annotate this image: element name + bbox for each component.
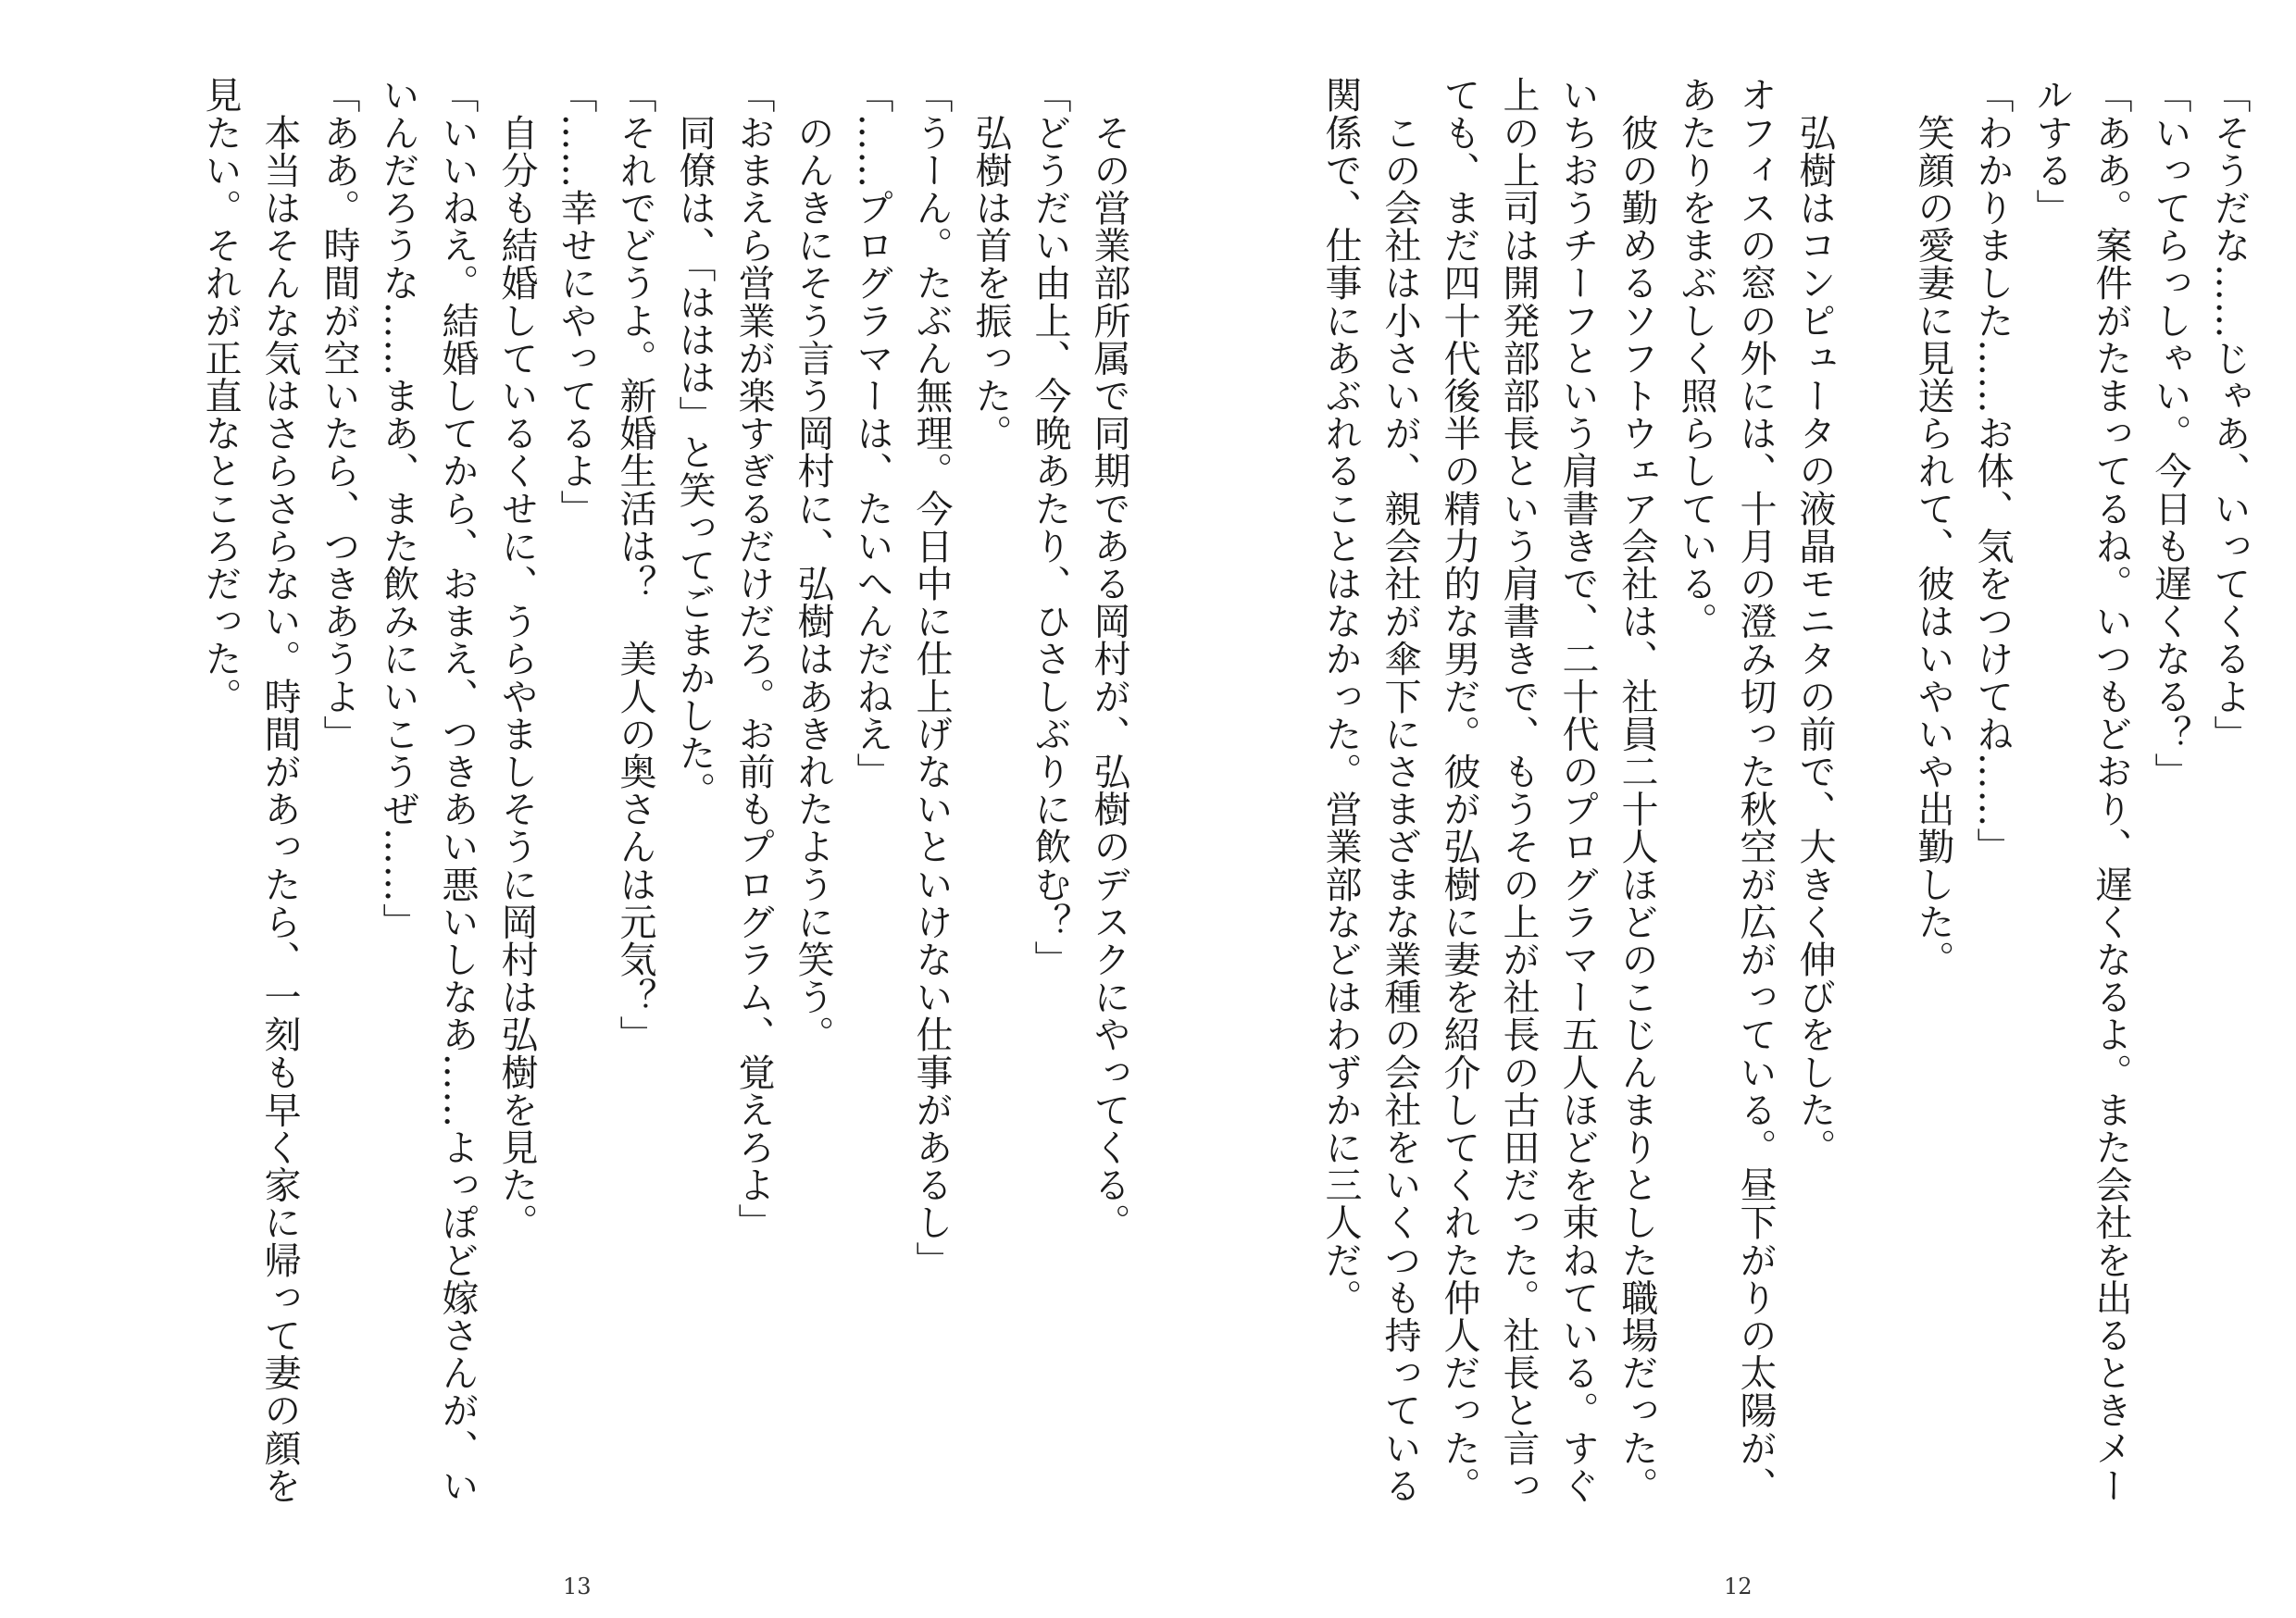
text-line: いちおうチーフという肩書きで、二十代のプログラマー五人ほどを束ねている。すぐ: [1556, 76, 1599, 1504]
text-line: 「いいねえ。結婚してから、おまえ、つきあい悪いしなあ……よっぽど嫁さんが、い: [436, 76, 479, 1504]
text-line: 「うーん。たぶん無理。今日中に仕上げないといけない仕事があるし」: [910, 76, 953, 1279]
text-line: 「ああ。案件がたまってるね。いつもどおり、遅くなるよ。また会社を出るときメー: [2090, 76, 2132, 1504]
text-line: 上の上司は開発部部長という肩書きで、もうその上が社長の古田だった。社長と言っ: [1497, 76, 1540, 1504]
right-page: [1148, 0, 2296, 1618]
text-line: 「わかりました……お体、気をつけてね……」: [1971, 76, 2014, 865]
text-line: 「いってらっしゃい。今日も遅くなる？」: [2149, 76, 2191, 790]
text-line: 「それでどうよ。新婚生活は？ 美人の奥さんは元気？」: [614, 76, 656, 1053]
right-page-text: [1311, 76, 2259, 1520]
text-line: 「おまえら営業が楽すぎるだけだろ。お前もプログラム、覚えろよ」: [732, 76, 775, 1241]
text-line: オフィスの窓の外には、十月の澄み切った秋空が広がっている。昼下がりの太陽が、: [1734, 76, 1777, 1504]
left-page-text: [191, 76, 1139, 1520]
text-line: 「そうだな……じゃあ、いってくるよ」: [2208, 76, 2251, 753]
page-number: 12: [1724, 1574, 1753, 1599]
text-line: ても、まだ四十代後半の精力的な男だ。彼が弘樹に妻を紹介してくれた仲人だった。: [1438, 76, 1480, 1504]
text-line: 「どうだい由上、今晩あたり、ひさしぶりに飲む？」: [1029, 76, 1071, 978]
text-line: 笑顔の愛妻に見送られて、彼はいやいや出勤した。: [1912, 76, 1954, 978]
text-line: 「ああ。時間が空いたら、つきあうよ」: [318, 76, 360, 753]
text-line: 本当はそんな気はさらさらない。時間があったら、一刻も早く家に帰って妻の顔を: [258, 76, 301, 1504]
text-line: 弘樹はコンピュータの液晶モニタの前で、大きく伸びをした。: [1793, 76, 1836, 1166]
text-line: 彼の勤めるソフトウェア会社は、社員二十人ほどのこじんまりとした職場だった。: [1616, 76, 1658, 1504]
text-line: 見たい。それが正直なところだった。: [199, 76, 242, 716]
text-line: 自分も結婚しているくせに、うらやましそうに岡村は弘樹を見た。: [495, 76, 538, 1241]
text-line: その営業部所属で同期である岡村が、弘樹のデスクにやってくる。: [1088, 76, 1130, 1241]
text-line: のんきにそう言う岡村に、弘樹はあきれたように笑う。: [792, 76, 834, 1053]
text-line: ルする」: [2030, 76, 2073, 227]
text-line: 「……プログラマーは、たいへんだねえ」: [851, 76, 893, 790]
page-number: 13: [563, 1574, 592, 1599]
blank-line: [1844, 76, 1903, 1520]
text-line: 弘樹は首を振った。: [969, 76, 1012, 452]
text-line: この会社は小さいが、親会社が傘下にさまざまな業種の会社をいくつも持っている: [1379, 76, 1421, 1504]
text-line: 関係で、仕事にあぶれることはなかった。営業部などはわずかに三人だ。: [1319, 76, 1362, 1316]
text-line: あたりをまぶしく照らしている。: [1675, 76, 1717, 640]
text-line: いんだろうな……まあ、また飲みにいこうぜ……」: [377, 76, 419, 940]
text-line: 同僚は、「ははは」と笑ってごまかした。: [673, 76, 716, 809]
text-line: 「……幸せにやってるよ」: [555, 76, 597, 528]
